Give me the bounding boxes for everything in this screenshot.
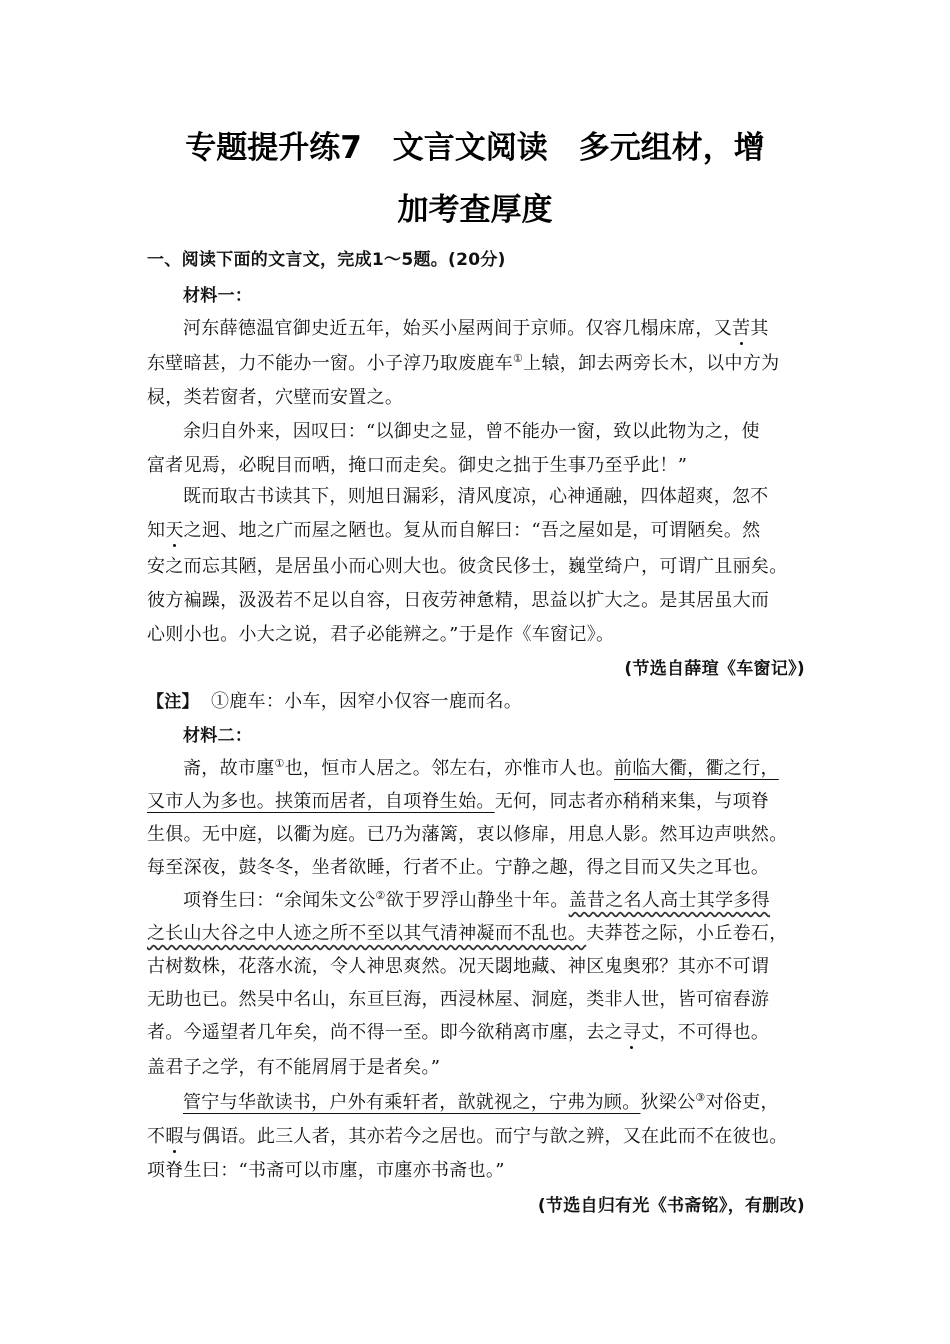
m2-p3-line-1 bbox=[183, 1090, 779, 1116]
dotted-char: 寻 bbox=[622, 1022, 642, 1043]
m2-p1-line-3: 生俱。无中庭，以衢为庭。已乃为藩篱，衷以修扉，用息人影。然耳边声哄然。 bbox=[147, 824, 788, 845]
footnote-marker: ② bbox=[375, 889, 386, 902]
m2-p2-line-2 bbox=[147, 921, 788, 947]
text-run: 东壁暗甚，力不能办一窗。小子淳乃取废鹿车 bbox=[147, 353, 513, 374]
material-2-source: (节选自归有光《书斋铭》，有删改) bbox=[537, 1196, 805, 1216]
text-run: 之迥、地之广而屋之陋也。复从而自解曰：“吾之屋如是，可谓陋矣。然 bbox=[183, 520, 761, 541]
material-1-source: (节选自薛瑄《车窗记》) bbox=[624, 659, 805, 679]
m2-p1-line-1 bbox=[183, 756, 779, 782]
text-run: 知 bbox=[147, 520, 166, 541]
text-run: 项脊生曰：“余闻朱文公 bbox=[183, 890, 376, 911]
question-instruction: 一、阅读下面的文言文，完成1～5题。(20分) bbox=[147, 250, 506, 270]
text-run: 狄梁公 bbox=[640, 1092, 696, 1113]
m1-p3-line-4: 彼方褊躁，汲汲若不足以自容，日夜劳神惫精，思益以扩大之。是其居虽大而 bbox=[147, 590, 770, 611]
m2-p1-line-4: 每至深夜，鼓冬冬，坐者欲睡，行者不止。宁静之趣，得之目而又失之耳也。 bbox=[147, 857, 770, 878]
footnote-marker: ① bbox=[513, 352, 524, 365]
m1-p3-line-5: 心则小也。小大之说，君子必能辨之。”于是作《车窗记》。 bbox=[147, 624, 615, 645]
footnote bbox=[147, 689, 522, 715]
footnote-marker: ① bbox=[274, 757, 285, 770]
m1-p3-line-3: 安之而忘其陋，是居虽小而心则大也。彼贪民侈士，巍堂绮户，可谓广且丽矣。 bbox=[147, 556, 788, 577]
m2-p3-line-2 bbox=[147, 1124, 788, 1150]
underlined-sentence: 管宁与华歆读书，户外有乘轩者，歆就视之，宁弗为顾。 bbox=[183, 1092, 641, 1113]
dotted-char: 天 bbox=[165, 520, 184, 541]
text-run: 者。今遥望者几年矣，尚不得一至。即今欲稍离市廛，去之 bbox=[147, 1022, 623, 1043]
wavy-underlined-sentence: 之长山大谷之中人迹之所不至以其气清神凝而不乱也。 bbox=[147, 923, 587, 944]
text-run: 不 bbox=[147, 1126, 166, 1147]
text-run: 河东薛德温官御史近五年，始买小屋两间于京师。仅容几榻床席，又 bbox=[183, 318, 732, 339]
text-run: 上辕，卸去两旁长木，以中方为 bbox=[523, 353, 780, 374]
text-run: 对俗吏， bbox=[705, 1092, 779, 1113]
text-run: 丈，不可得也。 bbox=[641, 1022, 770, 1043]
m2-p3-line-3: 项脊生曰：“书斋可以市廛，市廛亦书斋也。” bbox=[147, 1160, 505, 1181]
underlined-sentence: 又市人为多也。挟策而居者，自项脊生始。 bbox=[147, 791, 495, 812]
page-title-line-1: 专题提升练7 文言文阅读 多元组材，增 bbox=[185, 130, 765, 166]
text-run: 斋，故市廛 bbox=[183, 758, 275, 779]
dotted-char: 暇 bbox=[165, 1126, 184, 1147]
text-run: 也，恒市人居之。邻左右，亦惟市人也。 bbox=[284, 758, 615, 779]
m1-p1-line-1 bbox=[183, 316, 769, 342]
note-text: ①鹿车：小车，因窄小仅容一鹿而名。 bbox=[210, 691, 523, 712]
dotted-char: 苦 bbox=[732, 318, 751, 339]
note-label: 【注】 bbox=[147, 692, 199, 712]
m1-p1-line-2 bbox=[147, 351, 779, 377]
m2-p2-line-6: 盖君子之学，有不能屑屑于是者矣。” bbox=[147, 1057, 441, 1078]
m2-p2-line-3: 古树数株，花落水流，令人神思爽然。况天閟地藏、神区鬼奥邪？其亦不可谓 bbox=[147, 956, 770, 977]
text-run: 欲于罗浮山静坐十年。 bbox=[385, 890, 569, 911]
m1-p2-line-2: 富者见焉，必睨目而哂，掩口而走矣。御史之拙于生事乃至乎此！” bbox=[147, 455, 688, 476]
m1-p2-line-1: 余归自外来，因叹曰：“以御史之显，曾不能办一窗，致以此物为之，使 bbox=[183, 421, 760, 442]
material-2-label: 材料二： bbox=[183, 726, 253, 746]
footnote-marker: ③ bbox=[695, 1091, 706, 1104]
text-run: 夫莽苍之际，小丘卷石， bbox=[586, 923, 788, 944]
material-1-label: 材料一： bbox=[183, 286, 253, 306]
m2-p2-line-4: 无助也已。然吴中名山，东亘巨海，西浸林屋、洞庭，类非人世，皆可宿舂游 bbox=[147, 989, 770, 1010]
text-run: 无何，同志者亦稍稍来集，与项脊 bbox=[494, 791, 770, 812]
m2-p2-line-5 bbox=[147, 1020, 769, 1046]
m2-p1-line-2 bbox=[147, 789, 769, 815]
m1-p3-line-2 bbox=[147, 518, 760, 544]
m1-p1-line-3: 棂，类若窗者，穴壁而安置之。 bbox=[147, 387, 404, 408]
text-run: 其 bbox=[750, 318, 769, 339]
text-run: 与偶语。此三人者，其亦若今之居也。而宁与歆之辨，又在此而不在彼也。 bbox=[183, 1126, 788, 1147]
page-title-line-2: 加考查厚度 bbox=[397, 192, 553, 228]
underlined-sentence: 前临大衢，衢之行， bbox=[614, 758, 779, 779]
wavy-underlined-sentence: 盖昔之名人高士其学多得 bbox=[568, 890, 770, 911]
m1-p3-line-1: 既而取古书读其下，则旭日漏彩，清风度凉，心神通融，四体超爽，忽不 bbox=[183, 486, 769, 507]
m2-p2-line-1 bbox=[183, 888, 770, 914]
